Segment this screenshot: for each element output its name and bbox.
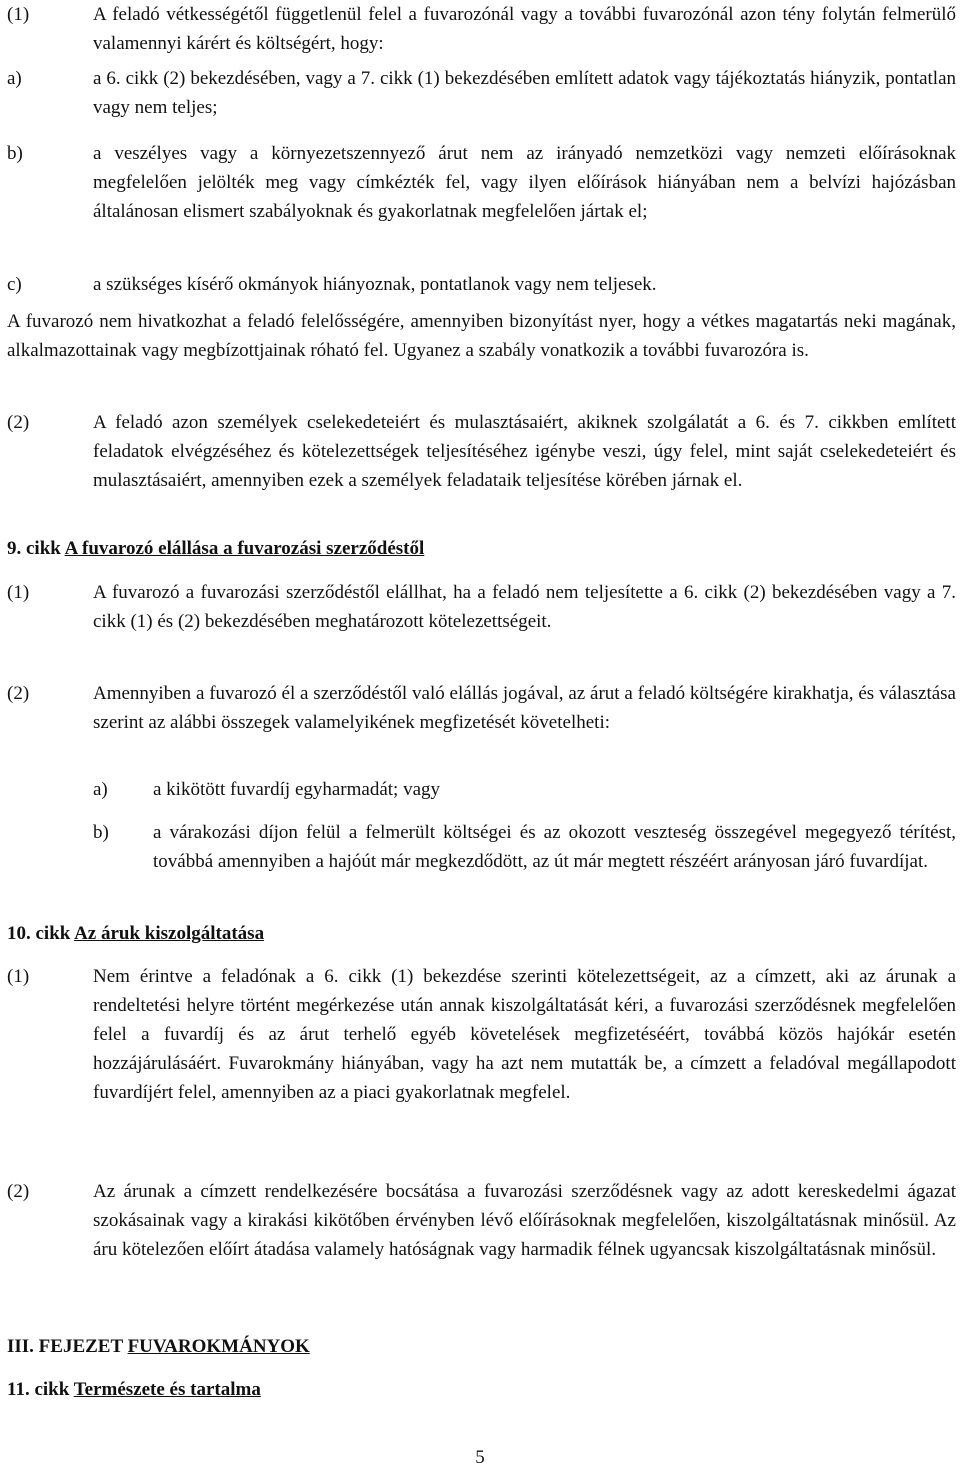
- list-item-c: [7, 270, 956, 299]
- paragraph-number: (1): [7, 4, 30, 25]
- list-item-text: a szükséges kísérő okmányok hiányoznak, pontatlanok vagy nem teljesek.: [93, 274, 657, 295]
- sub-item-b: [93, 818, 956, 876]
- paragraph-number: (2): [7, 683, 30, 704]
- heading-title: Az áruk kiszolgáltatása: [74, 923, 265, 944]
- paragraph-number: (1): [7, 966, 30, 987]
- heading-prefix: 10. cikk: [7, 923, 75, 944]
- body-paragraph: A fuvarozó nem hivatkozhat a feladó felelősségére, amennyiben bizonyítást nyer, hogy a vétkes magatartás neki magának, alkalmazottainak vagy megbízottjainak róható fel. Ugyanez a szabály vonatkozik a további fuvarozóra is.: [7, 311, 956, 361]
- list-item-text: a várakozási díjon felül a felmerült költségei és az okozott veszteség összegével megegyező térítést, továbbá amennyiben a hajóút már megkezdődött, az út már megtett részéért arányosan járó fuvardíjat.: [153, 822, 956, 872]
- list-item-text: a kikötött fuvardíj egyharmadát; vagy: [153, 779, 441, 800]
- paragraph-10-2: [7, 1177, 956, 1264]
- heading-prefix: 9. cikk: [7, 538, 65, 559]
- paragraph-1: [7, 0, 956, 58]
- section-heading-10: [7, 919, 956, 948]
- heading-prefix: III. FEJEZET: [7, 1336, 128, 1357]
- paragraph-2: [7, 408, 956, 495]
- chapter-heading: [7, 1332, 956, 1361]
- list-item-text: a 6. cikk (2) bekezdésében, vagy a 7. cikk (1) bekezdésében említett adatok vagy tájékoztatás hiányzik, pontatlan vagy nem teljes;: [93, 68, 956, 118]
- paragraph-number: (2): [7, 1181, 30, 1202]
- paragraph-text: A fuvarozó a fuvarozási szerződéstől elállhat, ha a feladó nem teljesítette a 6. cikk (2) bekezdésében vagy a 7. cikk (1) és (2) bekezdésében meghatározott kötelezettségeit.: [93, 582, 956, 632]
- paragraph-9-2: [7, 679, 956, 737]
- page-number: 5: [475, 1447, 485, 1468]
- paragraph-text: A feladó vétkességétől függetlenül felel a fuvarozónál vagy a további fuvarozónál azon tény folytán felmerülő valamennyi kárért és költségért, hogy:: [93, 4, 956, 54]
- paragraph-number: (2): [7, 412, 30, 433]
- heading-title: Természete és tartalma: [73, 1379, 261, 1400]
- list-item-text: a veszélyes vagy a környezetszennyező árut nem az irányadó nemzetközi vagy nemzeti előírásoknak megfelelően jelölték meg vagy címkézték fel, vagy ilyen előírások hiányában nem a belvízi hajózásban általánosan elismert szabályoknak és gyakorlatnak megfelelően jártak el;: [93, 143, 956, 222]
- list-marker: a): [93, 779, 108, 800]
- sub-item-a: [93, 775, 956, 804]
- section-heading-11: [7, 1375, 956, 1404]
- paragraph-9-1: [7, 578, 956, 636]
- heading-title: FUVAROKMÁNYOK: [127, 1336, 310, 1357]
- list-marker: c): [7, 274, 22, 295]
- paragraph-text: Az árunak a címzett rendelkezésére bocsátása a fuvarozási szerződésnek vagy az adott kereskedelmi ágazat szokásainak vagy a kirakási kikötőben érvényben lévő előírásoknak megfelelően, kiszolgáltatásnak minősül. Az áru kötelezően előírt átadása valamely hatóságnak vagy harmadik félnek ugyancsak kiszolgáltatásnak minősül.: [93, 1181, 956, 1260]
- paragraph-10-1: [7, 962, 956, 1107]
- list-marker: b): [7, 143, 23, 164]
- heading-prefix: 11. cikk: [7, 1379, 74, 1400]
- paragraph-text: Nem érintve a feladónak a 6. cikk (1) bekezdése szerinti kötelezettségeit, az a címzett, aki az árunak a rendeltetési helyre történt megérkezése után annak kiszolgáltatását kéri, a fuvarozási szerződésnek megfelelően felel a fuvardíj és az árut terhelő egyéb követelések megfizetéséért, továbbá közös hajókár esetén hozzájárulásáért. Fuvarokmány hiányában, vagy ha azt nem mutatták be, a címzett a feladóval megállapodott fuvardíjért felel, amennyiben az a piaci gyakorlatnak megfelel.: [93, 966, 956, 1103]
- list-item-a: [7, 64, 956, 122]
- paragraph-text: Amennyiben a fuvarozó él a szerződéstől való elállás jogával, az árut a feladó költségére kirakhatja, és választása szerint az alábbi összegek valamelyikének megfizetését követelheti:: [93, 683, 956, 733]
- section-heading-9: [7, 534, 956, 563]
- paragraph-text: A feladó azon személyek cselekedeteiért és mulasztásaiért, akiknek szolgálatát a 6. és 7. cikkben említett feladatok elvégzéséhez és kötelezettségek teljesítéséhez igénybe veszi, úgy felel, mint saját cselekedeteiért és mulasztásaiért, amennyiben ezek a személyek feladataik teljesítése körében járnak el.: [93, 412, 956, 491]
- list-marker: b): [93, 822, 109, 843]
- list-marker: a): [7, 68, 22, 89]
- list-item-b: [7, 139, 956, 226]
- heading-title: A fuvarozó elállása a fuvarozási szerződéstől: [64, 538, 425, 559]
- paragraph-number: (1): [7, 582, 30, 603]
